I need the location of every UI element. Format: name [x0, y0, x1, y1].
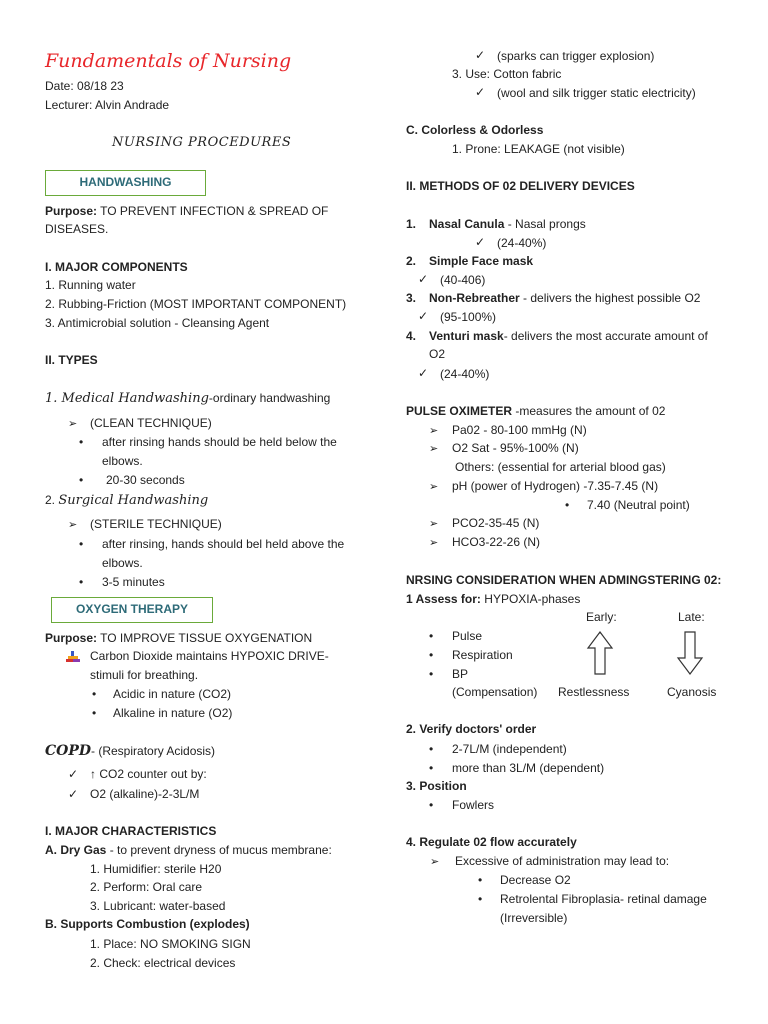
alkaline-item: Alkaline in nature (O2) — [113, 706, 233, 720]
regulate-heading: 4. Regulate 02 flow accurately — [406, 835, 577, 849]
up-arrow-icon — [586, 630, 614, 676]
check-icon: ✓ — [418, 366, 429, 380]
check-icon: ✓ — [68, 767, 79, 781]
bullet-icon: • — [478, 873, 483, 887]
restlessness-label: Restlessness — [558, 685, 630, 699]
medical-technique: (CLEAN TECHNIQUE) — [90, 416, 212, 430]
device-nasal-canula — [429, 217, 586, 232]
combustion-heading: B. Supports Combustion (explodes) — [45, 917, 250, 931]
medical-title: 1. Medical Handwashing — [45, 391, 209, 406]
use-item: 3. Use: Cotton fabric — [452, 67, 562, 81]
colorless-heading: C. Colorless & Odorless — [406, 123, 544, 137]
device-number: 4. — [406, 329, 417, 343]
check-icon: ✓ — [418, 309, 429, 323]
device-number: 2. — [406, 254, 417, 268]
arrow-bullet-icon: ➢ — [429, 536, 439, 549]
dry-gas-item: 2. Perform: Oral care — [90, 880, 203, 894]
component-item: 1. Running water — [45, 278, 136, 292]
position-heading: 3. Position — [406, 779, 467, 793]
purpose-label: Purpose: — [45, 204, 98, 218]
bullet-icon: • — [429, 742, 434, 756]
decrease-item: Decrease O2 — [500, 873, 571, 887]
bullet-icon: • — [478, 892, 483, 906]
device-name: Venturi mask — [429, 329, 504, 343]
types-heading: II. TYPES — [45, 353, 98, 367]
neutral-note: 7.40 (Neutral point) — [587, 498, 690, 512]
o2sat-item: O2 Sat - 95%-100% (N) — [452, 441, 579, 455]
late-label: Late: — [678, 610, 705, 624]
oxygen-therapy-box — [51, 597, 213, 623]
device-simple-face-mask: Simple Face mask — [429, 254, 534, 268]
methods-heading: II. METHODS OF 02 DELIVERY DEVICES — [406, 179, 635, 193]
respiration-item: Respiration — [452, 648, 513, 662]
device-venturi-mask — [429, 329, 708, 344]
device-desc: - delivers the highest possible O2 — [519, 291, 701, 305]
handwashing-box — [45, 170, 206, 196]
dry-gas-line — [45, 843, 332, 858]
copd-suffix: - (Respiratory Acidosis) — [91, 744, 216, 758]
device-range: (24-40%) — [440, 367, 490, 381]
arrow-bullet-icon: ➢ — [429, 480, 439, 493]
bullet-icon: • — [429, 761, 434, 775]
characteristics-heading: I. MAJOR CHARACTERISTICS — [45, 824, 217, 838]
section-heading: NURSING PROCEDURES — [112, 135, 292, 150]
ph-item: pH (power of Hydrogen) -7.35-7.45 (N) — [452, 479, 659, 493]
arrow-bullet-icon: ➢ — [429, 442, 439, 455]
check-icon: ✓ — [68, 787, 79, 801]
cyanosis-label: Cyanosis — [667, 685, 717, 699]
surgical-bullet-1-cont: elbows. — [102, 556, 143, 570]
handwashing-box-label: HANDWASHING — [79, 175, 172, 189]
arrow-bullet-icon: ➢ — [68, 518, 78, 531]
others-note: Others: (essential for arterial blood gas) — [455, 460, 666, 474]
down-arrow-icon — [676, 630, 704, 676]
medical-suffix: -ordinary handwashing — [208, 391, 331, 405]
check-icon: ✓ — [475, 235, 486, 249]
surgical-handwashing — [45, 493, 208, 508]
copd-item: O2 (alkaline)-2-3L/M — [90, 787, 200, 801]
bullet-icon: • — [79, 575, 84, 589]
pulse-oximeter-desc: -measures the amount of 02 — [512, 404, 666, 418]
handwashing-purpose — [45, 204, 328, 219]
device-number: 1. — [406, 217, 417, 231]
surgical-technique: (STERILE TECHNIQUE) — [90, 517, 222, 531]
verify-heading: 2. Verify doctors' order — [406, 722, 537, 736]
check-icon: ✓ — [475, 48, 486, 62]
device-desc: - delivers the most accurate amount of — [503, 329, 708, 343]
component-item: 2. Rubbing-Friction (MOST IMPORTANT COMPONENT) — [45, 297, 347, 311]
compensation-note: (Compensation) — [452, 685, 538, 699]
bullet-icon: • — [79, 473, 84, 487]
bullet-icon: • — [565, 498, 570, 512]
device-name: Non-Rebreather — [429, 291, 520, 305]
arrow-bullet-icon: ➢ — [429, 424, 439, 437]
retrolental-item-cont: (Irreversible) — [500, 911, 568, 925]
device-range: (95-100%) — [440, 310, 497, 324]
colorful-flag-icon — [66, 651, 80, 663]
early-label: Early: — [586, 610, 617, 624]
medical-bullet-1-cont: elbows. — [102, 454, 143, 468]
dry-gas-item: 1. Humidifier: sterile H20 — [90, 862, 222, 876]
copd-line — [45, 744, 215, 759]
device-range: (24-40%) — [497, 236, 547, 250]
surgical-bullet-2: 3-5 minutes — [102, 575, 165, 589]
bullet-icon: • — [429, 798, 434, 812]
copd-title: COPD — [45, 743, 92, 759]
assess-line — [406, 592, 580, 607]
nursing-consideration-heading: NRSING CONSIDERATION WHEN ADMINGSTERING 02: — [406, 573, 722, 587]
bp-item: BP — [452, 667, 469, 681]
arrow-bullet-icon: ➢ — [430, 855, 440, 868]
component-item: 3. Antimicrobial solution - Cleansing Agent — [45, 316, 270, 330]
surgical-title: Surgical Handwashing — [58, 493, 209, 508]
prone-item: 1. Prone: LEAKAGE (not visible) — [452, 142, 625, 156]
device-range: (40-406) — [440, 273, 486, 287]
pulse-oximeter-line — [406, 404, 665, 419]
device-name: Nasal Canula — [429, 217, 505, 231]
dry-gas-label: A. Dry Gas — [45, 843, 107, 857]
bullet-icon: • — [429, 667, 434, 681]
excessive-item: Excessive of administration may lead to: — [455, 854, 670, 868]
bullet-icon: • — [92, 687, 97, 701]
co2-line-cont: stimuli for breathing. — [90, 668, 199, 682]
bullet-icon: • — [429, 629, 434, 643]
check-icon: ✓ — [475, 85, 486, 99]
pco2-item: PCO2-35-45 (N) — [452, 516, 540, 530]
major-components-heading: I. MAJOR COMPONENTS — [45, 260, 188, 274]
dry-gas-text: - to prevent dryness of mucus membrane: — [106, 843, 332, 857]
date-line: Date: 08/18 23 — [45, 79, 124, 93]
combustion-item: 1. Place: NO SMOKING SIGN — [90, 937, 251, 951]
verify-item: 2-7L/M (independent) — [452, 742, 567, 756]
fowlers-item: Fowlers — [452, 798, 495, 812]
medical-handwashing — [45, 391, 330, 406]
purpose-text: TO PREVENT INFECTION & SPREAD OF — [97, 204, 329, 218]
oxygen-box-label: OXYGEN THERAPY — [75, 602, 189, 616]
device-desc-cont: O2 — [429, 347, 446, 361]
bullet-icon: • — [79, 537, 84, 551]
copd-item: ↑ CO2 counter out by: — [90, 767, 207, 781]
arrow-bullet-icon: ➢ — [429, 517, 439, 530]
bullet-icon: • — [429, 648, 434, 662]
device-number: 3. — [406, 291, 417, 305]
surgical-bullet-1: after rinsing, hands should bel held above the — [102, 537, 345, 551]
purpose-text: TO IMPROVE TISSUE OXYGENATION — [97, 631, 313, 645]
medical-bullet-2: 20-30 seconds — [106, 473, 185, 487]
wool-note: (wool and silk trigger static electricity) — [497, 86, 696, 100]
lecturer-line: Lecturer: Alvin Andrade — [45, 98, 170, 112]
verify-item: more than 3L/M (dependent) — [452, 761, 605, 775]
hco3-item: HCO3-22-26 (N) — [452, 535, 541, 549]
retrolental-item: Retrolental Fibroplasia- retinal damage — [500, 892, 707, 906]
purpose-label: Purpose: — [45, 631, 98, 645]
check-icon: ✓ — [418, 272, 429, 286]
purpose-text-cont: DISEASES. — [45, 222, 109, 236]
combustion-item: 2. Check: electrical devices — [90, 956, 236, 970]
device-desc: - Nasal prongs — [504, 217, 586, 231]
dry-gas-item: 3. Lubricant: water-based — [90, 899, 226, 913]
pa02-item: Pa02 - 80-100 mmHg (N) — [452, 423, 587, 437]
document-title: Fundamentals of Nursing — [45, 50, 292, 72]
arrow-bullet-icon: ➢ — [68, 417, 78, 430]
assess-text: HYPOXIA-phases — [480, 592, 581, 606]
medical-bullet-1: after rinsing hands should be held below the — [102, 435, 337, 449]
device-non-rebreather — [429, 291, 700, 306]
bullet-icon: • — [92, 706, 97, 720]
pulse-oximeter-label: PULSE OXIMETER — [406, 404, 513, 418]
assess-label: 1 Assess for: — [406, 592, 481, 606]
sparks-note: (sparks can trigger explosion) — [497, 49, 655, 63]
co2-line: Carbon Dioxide maintains HYPOXIC DRIVE- — [90, 649, 329, 663]
pulse-item: Pulse — [452, 629, 483, 643]
surgical-prefix: 2. — [45, 493, 59, 507]
acidic-item: Acidic in nature (CO2) — [113, 687, 232, 701]
bullet-icon: • — [79, 435, 84, 449]
oxygen-purpose — [45, 631, 312, 646]
